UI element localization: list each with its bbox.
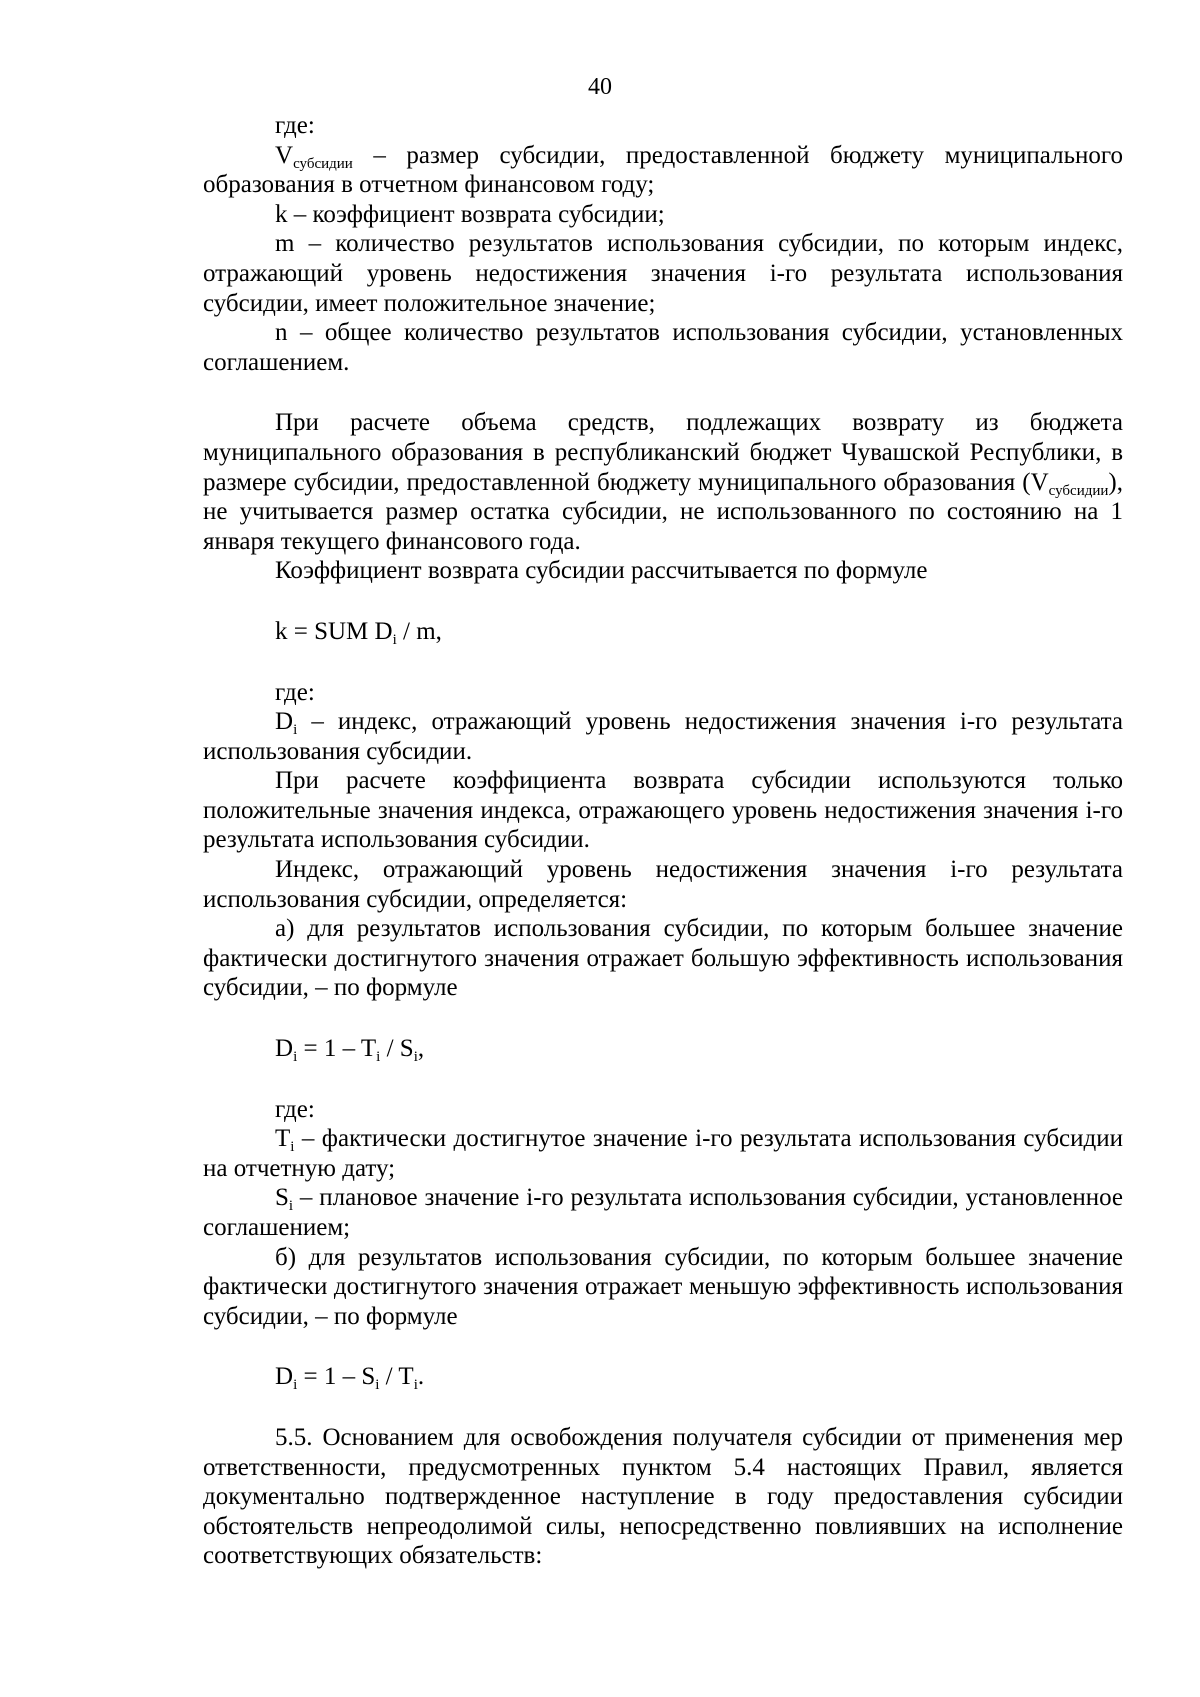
page-number: 40	[588, 74, 612, 100]
paragraph-index-determined: Индекс, отражающий уровень недостижения значения i-го результата использования субсидии, определяется:	[203, 856, 1123, 913]
paragraph-positive-values: При расчете коэффициента возврата субсидии используются только положительные значения индекса, отражающего уровень недостижения значения i-го результата использования субсидии.	[203, 767, 1123, 854]
spacer	[203, 1331, 1123, 1362]
spacer	[203, 586, 1123, 617]
where-label-3: где:	[275, 1095, 315, 1123]
paragraph-case-b: б) для результатов использования субсидии, по которым большее значение фактически достигнутого значения отражает меньшую эффективность использования субсидии, – по формуле	[203, 1243, 1123, 1330]
definition-m: m – количество результатов использования субсидии, по которым индекс, отражающий уровень недостижения значения i-го результата использования субсидии, имеет положительное значение;	[203, 230, 1123, 317]
spacer	[203, 1392, 1123, 1423]
paragraph-coefficient-formula-intro: Коэффициент возврата субсидии рассчитывается по формуле	[275, 557, 928, 585]
symbol-d: $D_i$	[275, 708, 298, 739]
spacer	[203, 1064, 1123, 1095]
definition-d: $D_i$ – индекс, отражающий уровень недостижения значения i-го результата использования субсидии.	[203, 708, 1123, 765]
definition-n: n – общее количество результатов использования субсидии, установленных соглашением.	[203, 319, 1123, 376]
subscript-subsidy: субсидии	[1048, 482, 1109, 499]
definition-t: $T_i$ – фактически достигнутое значение i-го результата использования субсидии на отчетную дату;	[203, 1125, 1123, 1182]
paragraph-case-a: а) для результатов использования субсидии, по которым большее значение фактически достигнутого значения отражает большую эффективность использования субсидии, – по формуле	[203, 915, 1123, 1002]
symbol-t: $T_i$	[275, 1125, 295, 1156]
where-label-1: где:	[275, 112, 315, 139]
where-label-2: где:	[275, 678, 315, 706]
definition-s: $S_i$ – плановое значение i-го результата использования субсидии, установленное соглашением;	[203, 1184, 1123, 1241]
spacer	[203, 1003, 1123, 1034]
definition-v-subsidy: $V_{субсидии}$ – размер субсидии, предоставленной бюджету муниципального образования в отчетном финансовом году;	[203, 141, 1123, 199]
paragraph-5-5: 5.5. Основанием для освобождения получателя субсидии от применения мер ответственности, предусмотренных пунктом 5.4 настоящих Правил, является документально подтвержденное наступление в году предоставления субсидии обстоятельств непреодолимой силы, непосредственно повлиявших на исполнение соответствующих обязательств:	[203, 1423, 1123, 1570]
definition-k: k – коэффициент возврата субсидии;	[275, 200, 665, 228]
formula-b: $D_i = 1 - S_i / T_i$.	[275, 1363, 425, 1394]
spacer	[203, 377, 1123, 408]
subscript-subsidy: субсидии	[293, 155, 353, 172]
paragraph-calculation: При расчете объема средств, подлежащих возврату из бюджета муниципального образования в республиканский бюджет Чувашской Республики, в размере субсидии, предоставленной бюджету муниципального образования $(V_{субсидии})$, не учитывается размер остатка субсидии, не использованного по состоянию на 1 января текущего финансового года.	[203, 409, 1123, 555]
document-body	[203, 111, 1123, 1571]
symbol-s: $S_i$	[275, 1184, 294, 1215]
symbol-v: $V_{субсидии}$	[275, 141, 353, 172]
spacer	[203, 647, 1123, 678]
formula-k: k = SUM $D_i$ / m,	[275, 617, 442, 648]
formula-a: $D_i = 1 - T_i / S_i$,	[275, 1035, 425, 1066]
